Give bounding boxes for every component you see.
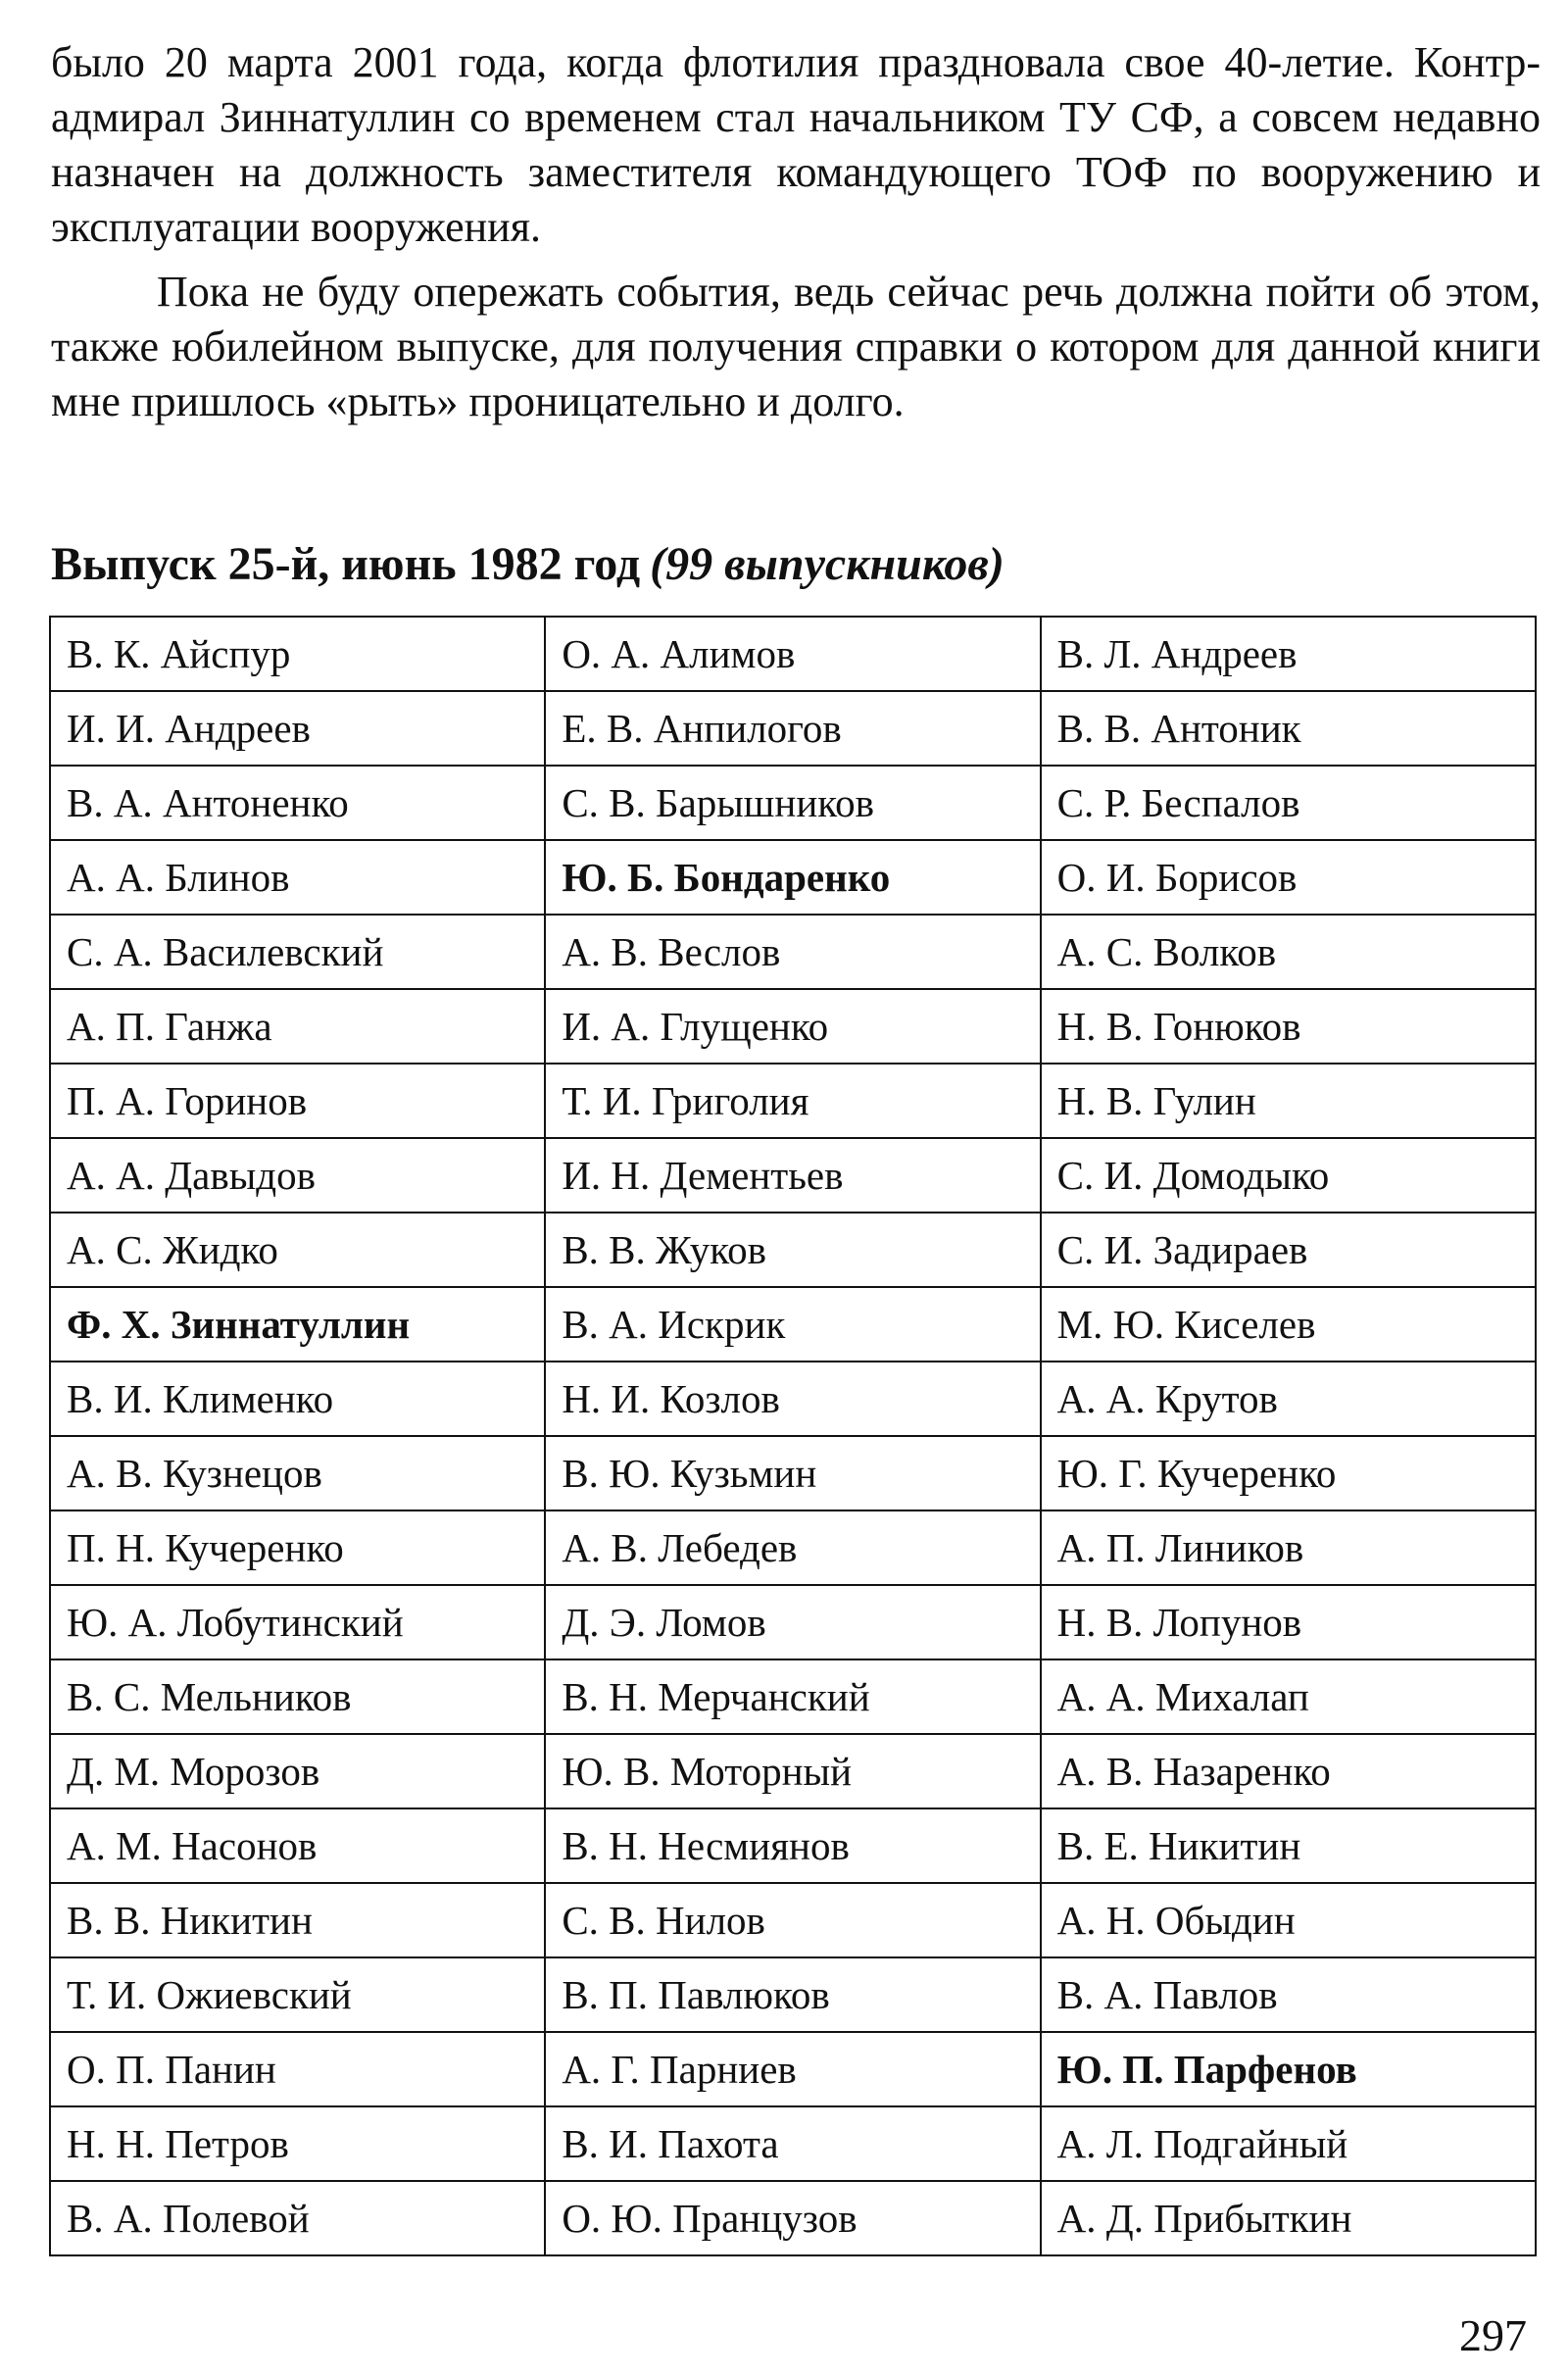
graduate-name: И. Н. Дементьев <box>545 1138 1040 1213</box>
graduate-name: В. А. Антоненко <box>50 766 545 840</box>
graduate-name: С. В. Барышников <box>545 766 1040 840</box>
graduate-name-highlighted: Ю. П. Парфенов <box>1041 2032 1536 2106</box>
table-row <box>50 2181 1536 2255</box>
table-row <box>50 1213 1536 1287</box>
graduate-name: А. П. Лиников <box>1041 1510 1536 1585</box>
table-row <box>50 2032 1536 2106</box>
graduate-name: А. Г. Парниев <box>545 2032 1040 2106</box>
table-row <box>50 1734 1536 1808</box>
graduate-name: Н. В. Гулин <box>1041 1064 1536 1138</box>
graduate-name: А. А. Давыдов <box>50 1138 545 1213</box>
table-row <box>50 1138 1536 1213</box>
graduate-name: А. В. Лебедев <box>545 1510 1040 1585</box>
graduate-name: В. Н. Мерчанский <box>545 1659 1040 1734</box>
graduate-name: И. И. Андреев <box>50 691 545 766</box>
graduate-name: А. Н. Обыдин <box>1041 1883 1536 1957</box>
graduate-name: А. П. Ганжа <box>50 989 545 1064</box>
table-row <box>50 915 1536 989</box>
graduate-name: В. В. Антоник <box>1041 691 1536 766</box>
graduate-name-highlighted: Ю. Б. Бондаренко <box>545 840 1040 915</box>
graduate-name: В. Л. Андреев <box>1041 617 1536 691</box>
graduate-name: Т. И. Григолия <box>545 1064 1040 1138</box>
graduate-name: В. И. Клименко <box>50 1362 545 1436</box>
page-number: 297 <box>1459 2310 1527 2360</box>
graduate-name: В. К. Айспур <box>50 617 545 691</box>
graduate-name: О. П. Панин <box>50 2032 545 2106</box>
graduate-name: О. И. Борисов <box>1041 840 1536 915</box>
table-row <box>50 1287 1536 1362</box>
graduate-name: А. С. Волков <box>1041 915 1536 989</box>
table-row <box>50 1659 1536 1734</box>
section-title-text: Выпуск 25-й, июнь 1982 год <box>51 538 641 590</box>
graduate-name: И. А. Глущенко <box>545 989 1040 1064</box>
graduate-name: М. Ю. Киселев <box>1041 1287 1536 1362</box>
table-row <box>50 1510 1536 1585</box>
graduate-name: Н. Н. Петров <box>50 2106 545 2181</box>
graduate-name: С. Р. Беспалов <box>1041 766 1536 840</box>
graduate-name: О. А. Алимов <box>545 617 1040 691</box>
graduate-count-note: (99 выпускников) <box>650 538 1004 590</box>
graduate-name: Д. Э. Ломов <box>545 1585 1040 1659</box>
graduate-name: В. Е. Никитин <box>1041 1808 1536 1883</box>
graduates-table <box>49 616 1537 2256</box>
graduate-name-highlighted: Ф. Х. Зиннатуллин <box>50 1287 545 1362</box>
graduate-name: А. А. Михалап <box>1041 1659 1536 1734</box>
intro-paragraph-2: Пока не буду опережать события, ведь сейчас речь должна пойти об этом, также юбилейном выпуске, для получения справки о котором для данной книги мне пришлось «рыть» проницательно и долго. <box>51 268 1541 425</box>
graduate-name: В. В. Жуков <box>545 1213 1040 1287</box>
graduate-name: А. В. Веслов <box>545 915 1040 989</box>
table-row <box>50 2106 1536 2181</box>
graduate-name: В. И. Пахота <box>545 2106 1040 2181</box>
body-text <box>51 35 1541 429</box>
graduate-name: В. П. Павлюков <box>545 1957 1040 2032</box>
table-row <box>50 1436 1536 1510</box>
graduate-name: А. В. Кузнецов <box>50 1436 545 1510</box>
graduate-name: А. М. Насонов <box>50 1808 545 1883</box>
graduate-name: Н. В. Гонюков <box>1041 989 1536 1064</box>
graduate-name: В. В. Никитин <box>50 1883 545 1957</box>
graduate-name: Ю. Г. Кучеренко <box>1041 1436 1536 1510</box>
table-row <box>50 766 1536 840</box>
table-row <box>50 1362 1536 1436</box>
table-row <box>50 691 1536 766</box>
graduate-name: Ю. А. Лобутинский <box>50 1585 545 1659</box>
graduate-name: С. И. Домодыко <box>1041 1138 1536 1213</box>
graduate-name: А. Д. Прибыткин <box>1041 2181 1536 2255</box>
section-title <box>51 537 1004 591</box>
graduate-name: А. В. Назаренко <box>1041 1734 1536 1808</box>
graduate-name: Д. М. Морозов <box>50 1734 545 1808</box>
graduate-name: С. А. Василевский <box>50 915 545 989</box>
graduate-name: С. В. Нилов <box>545 1883 1040 1957</box>
graduate-name: Н. И. Козлов <box>545 1362 1040 1436</box>
table-row <box>50 989 1536 1064</box>
graduate-name: В. А. Полевой <box>50 2181 545 2255</box>
graduate-name: Е. В. Анпилогов <box>545 691 1040 766</box>
graduate-name: Ю. В. Моторный <box>545 1734 1040 1808</box>
graduate-name: С. И. Задираев <box>1041 1213 1536 1287</box>
graduate-name: А. Л. Подгайный <box>1041 2106 1536 2181</box>
graduate-name: О. Ю. Пранцузов <box>545 2181 1040 2255</box>
graduate-name: А. С. Жидко <box>50 1213 545 1287</box>
graduate-name: П. Н. Кучеренко <box>50 1510 545 1585</box>
graduate-name: Н. В. Лопунов <box>1041 1585 1536 1659</box>
table-row <box>50 1957 1536 2032</box>
table-row <box>50 840 1536 915</box>
table-row <box>50 1883 1536 1957</box>
table-row <box>50 1808 1536 1883</box>
table-row <box>50 1064 1536 1138</box>
graduate-name: Т. И. Ожиевский <box>50 1957 545 2032</box>
intro-paragraph-1: было 20 марта 2001 года, когда флотилия праздновала свое 40-летие. Контр-адмирал Зиннатуллин со временем стал начальником ТУ СФ, а совсем недавно назначен на должность заместителя командующего ТОФ по вооружению и эксплуатации вооружения. <box>51 38 1541 251</box>
table-row <box>50 617 1536 691</box>
graduate-name: П. А. Горинов <box>50 1064 545 1138</box>
graduate-name: В. Ю. Кузьмин <box>545 1436 1040 1510</box>
graduate-name: А. А. Блинов <box>50 840 545 915</box>
graduate-name: В. А. Искрик <box>545 1287 1040 1362</box>
graduate-name: А. А. Крутов <box>1041 1362 1536 1436</box>
graduate-name: В. Н. Несмиянов <box>545 1808 1040 1883</box>
graduate-name: В. С. Мельников <box>50 1659 545 1734</box>
graduate-name: В. А. Павлов <box>1041 1957 1536 2032</box>
table-row <box>50 1585 1536 1659</box>
